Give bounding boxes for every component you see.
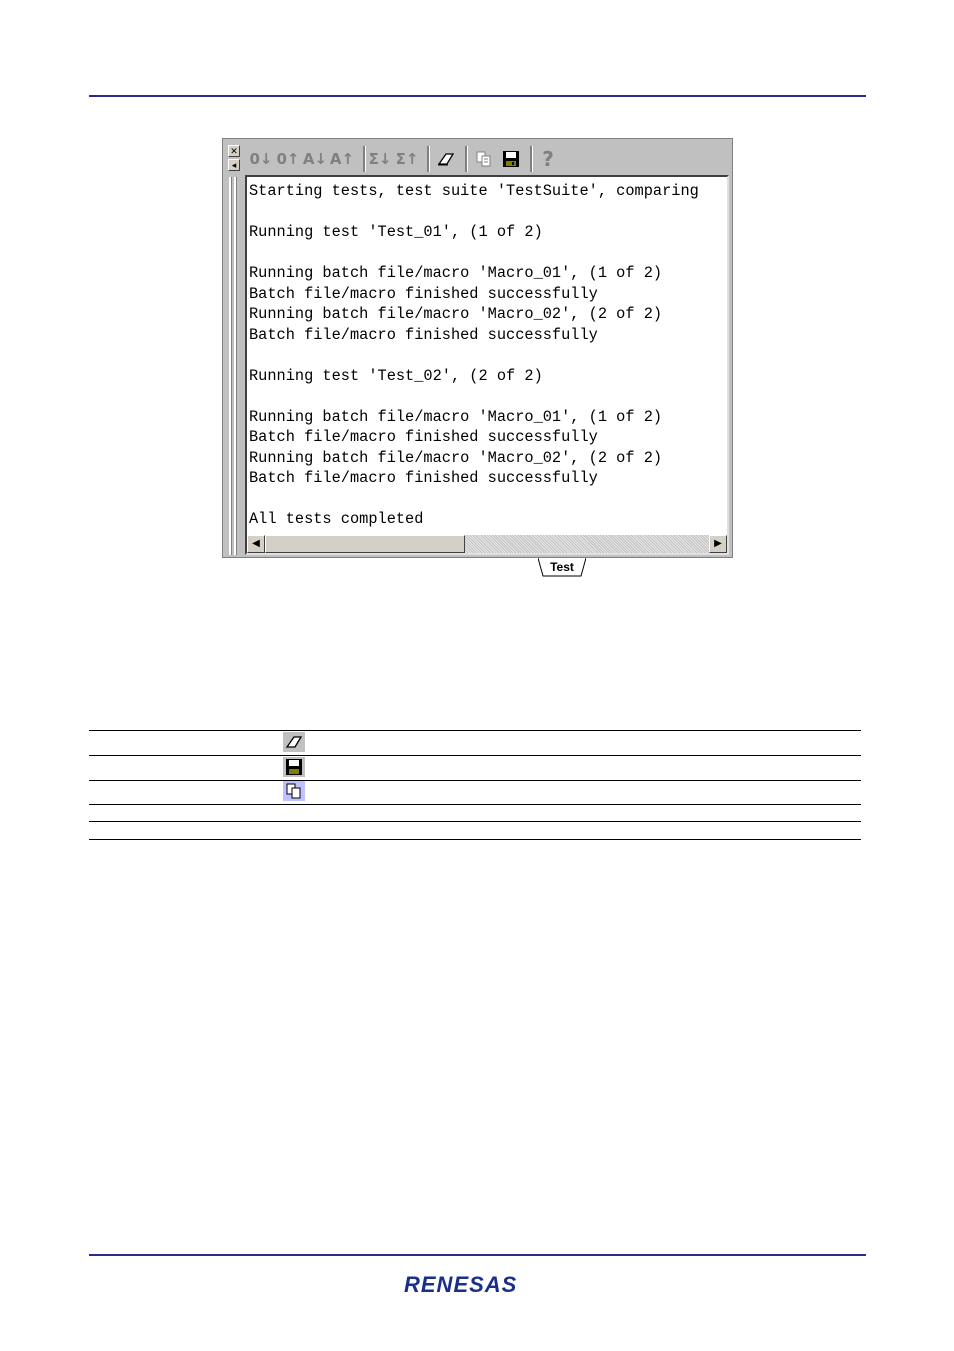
sort-test-desc-button[interactable]: 0↑	[276, 150, 300, 168]
sort-alpha-desc-button[interactable]: A↑	[329, 150, 355, 168]
table-rule	[89, 780, 861, 781]
horizontal-scrollbar[interactable]	[247, 535, 727, 553]
table-rule	[89, 730, 861, 731]
clear-button[interactable]	[433, 146, 459, 172]
sort-alpha-asc-button[interactable]: A↓	[302, 150, 328, 168]
toolbar	[247, 143, 729, 175]
scroll-left-icon[interactable]: ◀	[247, 535, 265, 553]
toolbar-separator	[530, 146, 533, 172]
floppy-disk-icon	[502, 150, 520, 168]
tab-test[interactable]	[538, 558, 586, 577]
gripper-line	[234, 177, 237, 555]
table-rule	[89, 839, 861, 840]
gripper-line	[229, 177, 232, 555]
eraser-icon	[436, 151, 456, 167]
scroll-right-icon[interactable]: ▶	[709, 535, 727, 553]
renesas-logo	[404, 1272, 552, 1298]
save-button[interactable]	[498, 146, 524, 172]
sort-step-desc-button[interactable]: Σ↑	[395, 150, 419, 168]
copy-icon	[475, 150, 493, 168]
toolbar-separator	[363, 146, 366, 172]
help-button[interactable]: ?	[542, 147, 554, 171]
toolbar-separator	[427, 146, 430, 172]
scrollbar-thumb[interactable]	[265, 535, 465, 553]
tab-label: Test	[550, 560, 574, 574]
window-gripper[interactable]	[225, 143, 243, 555]
header-rule	[89, 95, 866, 97]
arrow-left-icon[interactable]: ◂	[228, 159, 240, 171]
logo-text: RENESAS	[404, 1272, 518, 1297]
footer-rule	[89, 1254, 866, 1256]
table-rule	[89, 821, 861, 822]
table-rule	[89, 755, 861, 756]
test-output-window	[222, 138, 733, 558]
copy-button[interactable]	[471, 146, 497, 172]
eraser-icon	[283, 732, 305, 752]
table-rule	[89, 804, 861, 805]
sort-test-asc-button[interactable]: 0↓	[249, 150, 273, 168]
sort-step-asc-button[interactable]: Σ↓	[368, 150, 392, 168]
log-text: Starting tests, test suite 'TestSuite', comparing Running test 'Test_01', (1 of 2) Running batch file/macro 'Macro_01', (1 of 2) Batch file/macro finished successfully Running batch file/macro 'Macro_02', (2 of 2) Batch file/macro finished successfully Running test 'Test_02', (2 of 2) Running batch file/macro 'Macro_01', (1 of 2) Batch file/macro finished successfully Running batch file/macro 'Macro_02', (2 of 2) Batch file/macro finished successfully All tests completed	[249, 182, 699, 528]
copy-icon	[283, 781, 305, 801]
toolbar-separator	[465, 146, 468, 172]
close-icon[interactable]: ✕	[228, 145, 240, 157]
floppy-disk-icon	[283, 757, 305, 777]
output-pane[interactable]	[245, 175, 729, 555]
